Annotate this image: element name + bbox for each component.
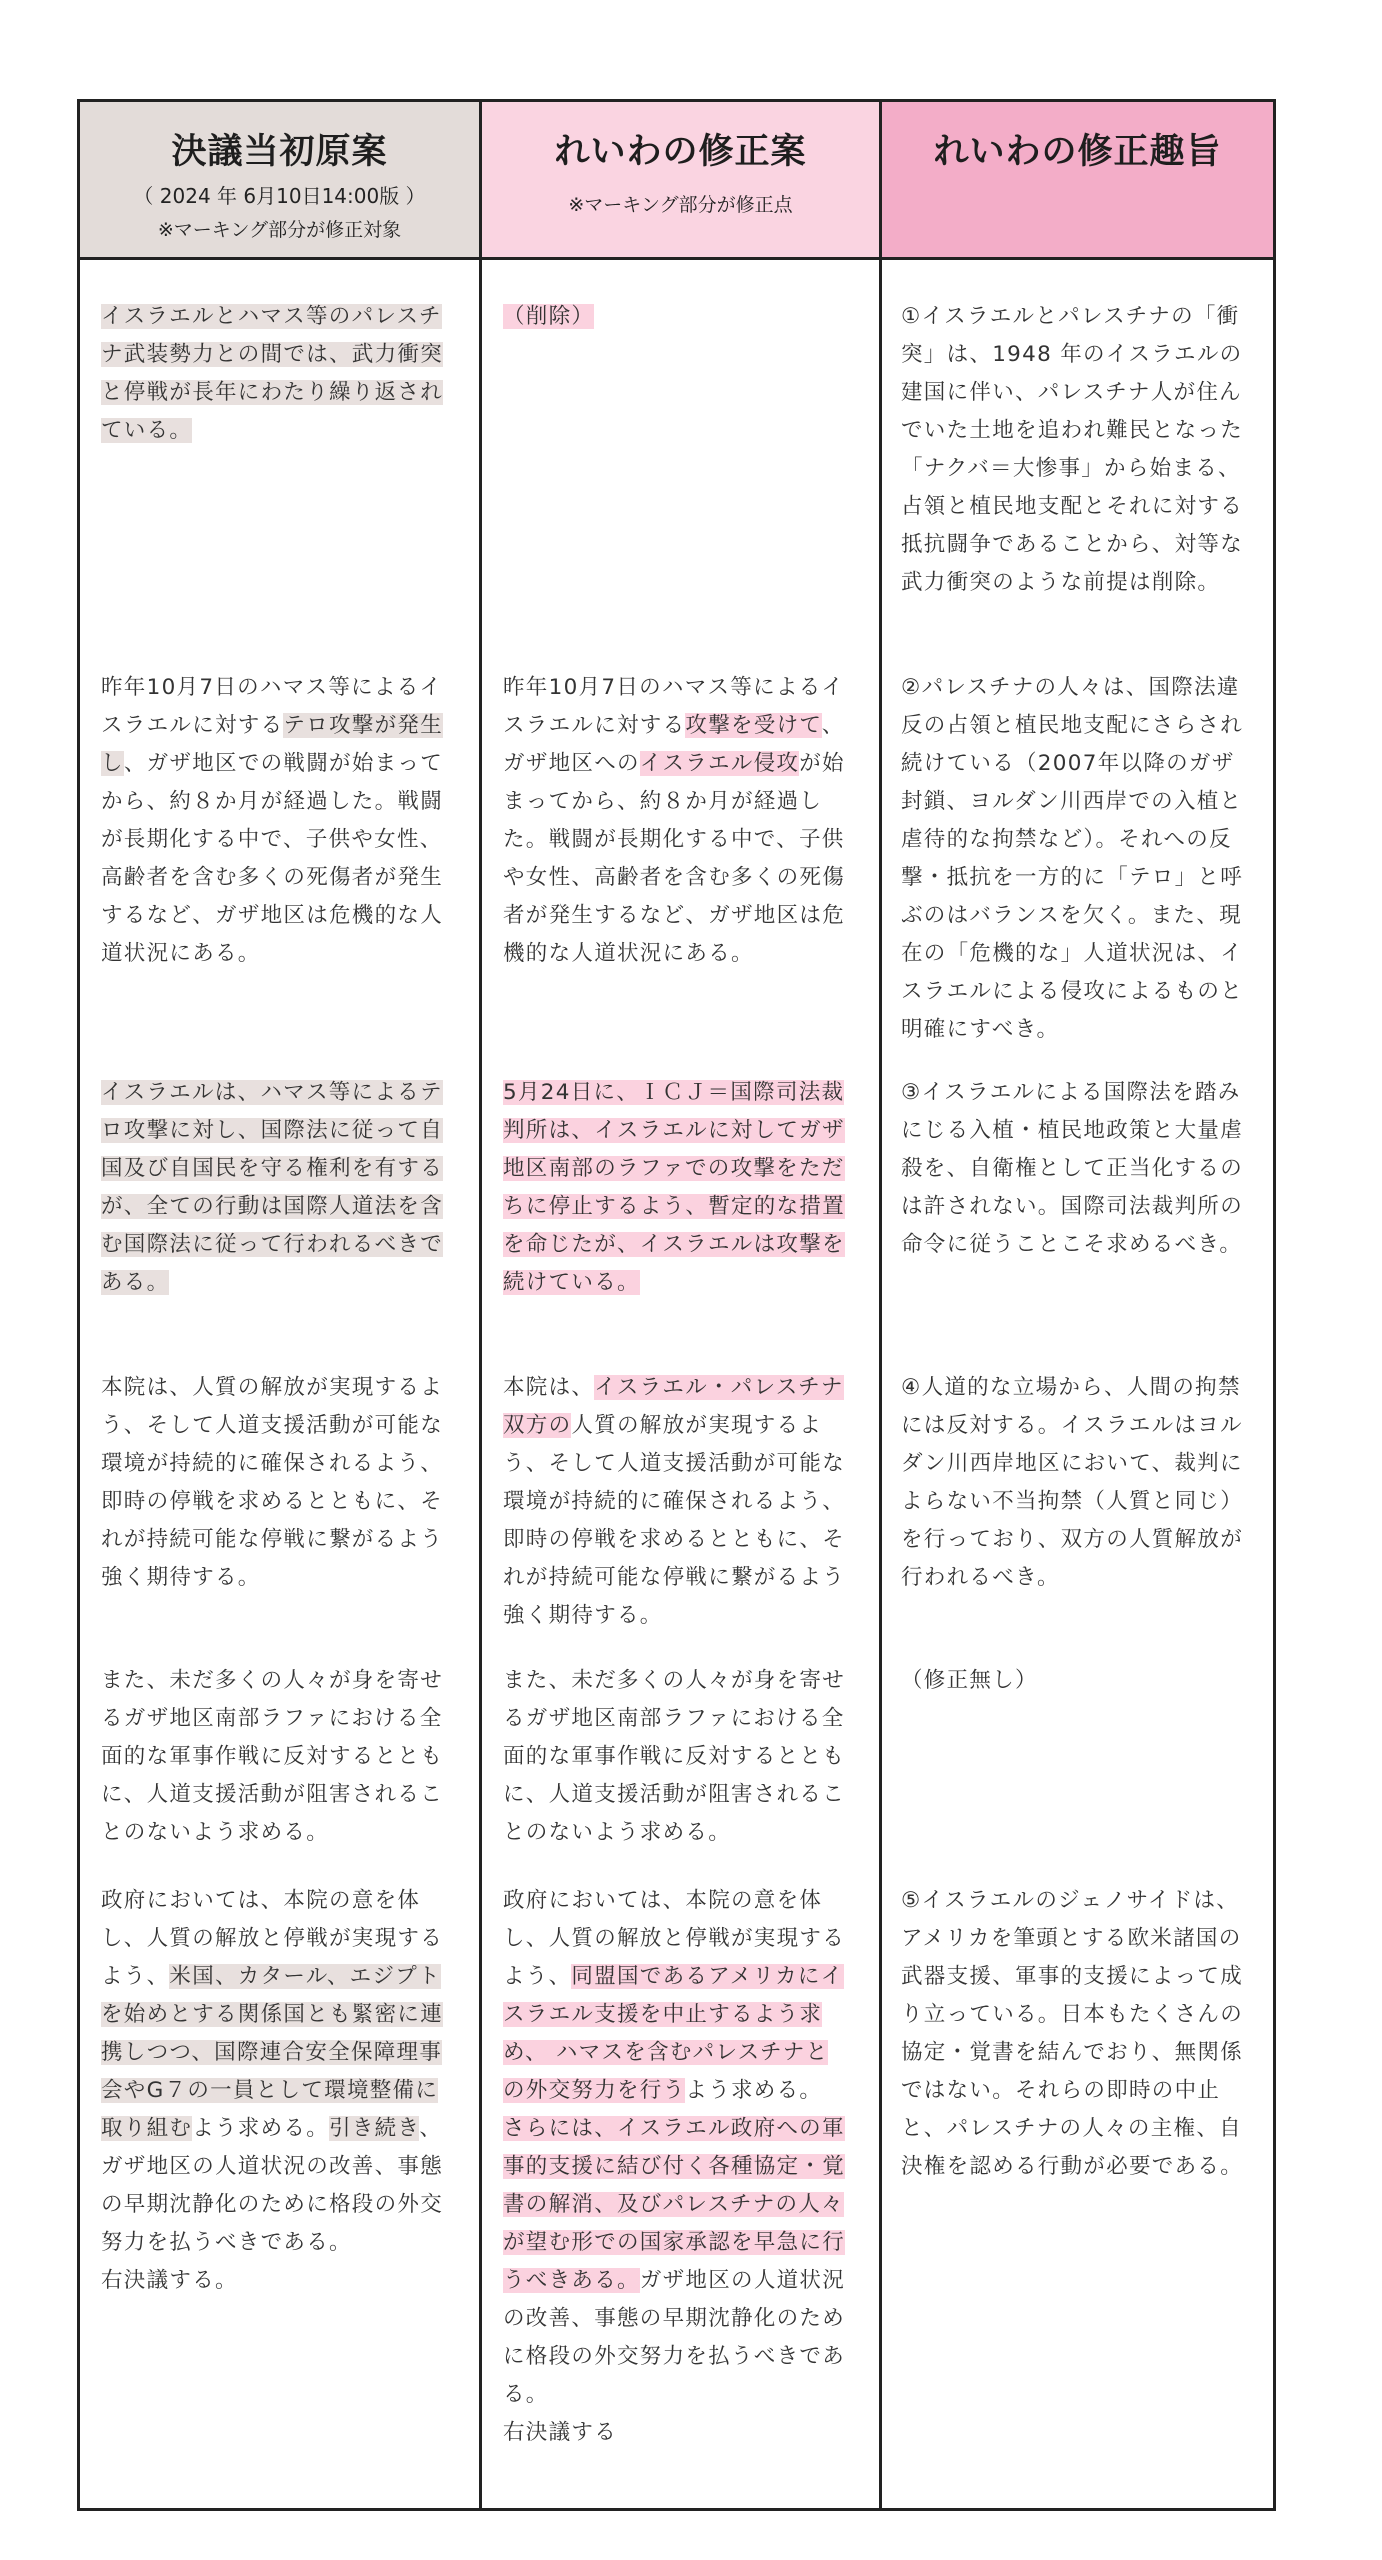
text-segment: 人質の解放が実現するよう、そして人道支援活動が可能な環境が持続的に確保されるよう、即時の停戦を求めるとともに、それが持続可能な停戦に繋がるよう強く期待する。 (503, 1413, 846, 1628)
header-original-note: ※マーキング部分が修正対象 (157, 219, 402, 241)
row6-amendment-text (503, 1882, 851, 2452)
text-segment: また、未だ多くの人々が身を寄せるガザ地区南部ラファにおける全面的な軍事作戦に反対するとともに、人道支援活動が阻害されることのないよう求める。 (101, 1668, 444, 1845)
row6-original-text (101, 1882, 449, 2300)
text-segment: よう求める。 (192, 2116, 330, 2141)
header-reiwa-amendment (482, 102, 879, 260)
row1-original-text (101, 298, 449, 450)
text-segment: ③イスラエルによる国際法を踏みにじる入植・植民地政策と大量虐殺を、自衛権として正当化するのは許されない。国際司法裁判所の命令に従うことこそ求めるべき。 (901, 1080, 1244, 1257)
text-segment: 、ガザ地区の人道状況の改善、事態の早期沈静化のために格段の外交努力を払うべきである。 (101, 2116, 444, 2255)
text-segment: ⑤イスラエルのジェノサイドは、アメリカを筆頭とする欧米諸国の武器支援、軍事的支援によって成り立っている。日本もたくさんの協定・覚書を結んでおり、無関係ではない。それらの即時の中止と、パレスチナの人々の主権、自決権を認める行動が必要である。 (901, 1888, 1244, 2179)
row4-amendment-text (503, 1369, 851, 1635)
text-segment: また、未だ多くの人々が身を寄せるガザ地区南部ラファにおける全面的な軍事作戦に反対するとともに、人道支援活動が阻害されることのないよう求める。 (503, 1668, 846, 1845)
text-segment: が始まってから、約８か月が経過した。戦闘が長期化する中で、子供や女性、高齢者を含む多くの死傷者が発生するなど、ガザ地区は危機的な人道状況にある。 (503, 751, 846, 966)
text-segment: 、ガザ地区での戦闘が始まってから、約８か月が経過した。戦闘が長期化する中で、子供や女性、高齢者を含む多くの死傷者が発生するなど、ガザ地区は危機的な人道状況にある。 (101, 751, 444, 966)
header-amendment-title: れいわの修正案 (554, 132, 807, 172)
row5-purpose-text (901, 1662, 1251, 1700)
row1-amendment-text (503, 298, 851, 336)
row5-amendment-text (503, 1662, 851, 1852)
text-segment: ガザ地区の人道状況の改善、事態の早期沈静化のために格段の外交努力を払うべきである。 (503, 2268, 846, 2407)
marked-text: 攻撃を受けて (685, 713, 822, 738)
column-divider (879, 102, 882, 2508)
header-reiwa-purpose (882, 102, 1273, 260)
row3-purpose-text (901, 1074, 1251, 1264)
text-segment: ②パレスチナの人々は、国際法違反の占領と植民地支配にさらされ続けている（2007年以降のガザ封鎖、ヨルダン川西岸での入植と虐待的な拘禁など）。それへの反撃・抵抗を一方的に「テロ」と呼ぶのはバランスを欠く。また、現在の「危機的な」人道状況は、イスラエルによる侵攻によるものと明確にすべき。 (901, 675, 1244, 1042)
row2-original-text (101, 669, 449, 973)
header-original-draft (80, 102, 479, 260)
text-segment: （修正無し） (901, 1668, 1038, 1693)
row5-original-text (101, 1662, 449, 1852)
text-segment: 右決議する (503, 2420, 618, 2445)
row3-amendment-text (503, 1074, 851, 1302)
text-segment: 、ガザ地区への (503, 713, 845, 776)
text-segment: 昨年10月7日のハマス等によるイスラエルに対する (503, 675, 845, 738)
row3-original-text (101, 1074, 449, 1302)
header-purpose-title: れいわの修正趣旨 (933, 132, 1222, 172)
row2-purpose-text (901, 669, 1251, 1049)
marked-text: さらには、イスラエル政府への軍事的支援に結び付く各種協定・覚書の解消、及びパレスチナの人々が望む形での国家承認を早急に行うべきある。 (503, 2116, 846, 2293)
text-segment: 本院は、人質の解放が実現するよう、そして人道支援活動が可能な環境が持続的に確保されるよう、即時の停戦を求めるとともに、それが持続可能な停戦に繋がるよう強く期待する。 (101, 1375, 444, 1590)
marked-text: テロ攻撃が発生し (101, 713, 444, 776)
text-segment: 昨年10月7日のハマス等によるイスラエルに対する (101, 675, 443, 738)
text-segment: ④人道的な立場から、人間の拘禁には反対する。イスラエルはヨルダン川西岸地区において、裁判によらない不当拘禁（人質と同じ）を行っており、双方の人質解放が行われるべき。 (901, 1375, 1244, 1590)
row4-purpose-text (901, 1369, 1251, 1597)
text-segment: 右決議する。 (101, 2268, 238, 2293)
marked-text: 米国、カタール、エジプトを始めとする関係国とも緊密に連携しつつ、国際連合安全保障理事会やG７の一員として環境整備に取り組む (101, 1964, 444, 2141)
row2-amendment-text (503, 669, 851, 973)
text-segment: よう求める。 (685, 2078, 823, 2103)
marked-text: （削除） (503, 304, 595, 329)
header-amendment-note: ※マーキング部分が修正点 (568, 194, 793, 216)
header-original-title: 決議当初原案 (171, 132, 388, 172)
marked-text: イスラエルとハマス等のパレスチナ武装勢力との間では、武力衝突と停戦が長年にわたり繰り返されている。 (101, 304, 444, 443)
marked-text: イスラエル侵攻 (639, 751, 800, 776)
row4-original-text (101, 1369, 449, 1597)
marked-text: 5月24日に、ＩＣＪ＝国際司法裁判所は、イスラエルに対してガザ地区南部のラファでの攻撃をただちに停止するよう、暫定的な措置を命じたが、イスラエルは攻撃を続けている。 (503, 1080, 846, 1295)
marked-text: イスラエル・パレスチナ双方の (503, 1375, 844, 1438)
row6-purpose-text (901, 1882, 1251, 2186)
header-original-version: （ 2024 年 6月10日14:00版 ） (133, 184, 426, 208)
marked-text: 引き続き (329, 2116, 420, 2141)
marked-text: イスラエルは、ハマス等によるテロ攻撃に対し、国際法に従って自国及び自国民を守る権利を有するが、全ての行動は国際人道法を含む国際法に従って行われるべきである。 (101, 1080, 444, 1295)
text-segment: ①イスラエルとパレスチナの「衝突」は、1948 年のイスラエルの建国に伴い、パレスチナ人が住んでいた土地を追われ難民となった「ナクバ＝大惨事」から始まる、占領と植民地支配とそれに対する抵抗闘争であることから、対等な武力衝突のような前提は削除。 (901, 304, 1244, 595)
text-segment: 本院は、 (503, 1375, 595, 1400)
column-divider (479, 102, 482, 2508)
text-segment: 政府においては、本院の意を体し、人質の解放と停戦が実現するよう、 (503, 1888, 846, 1989)
row1-purpose-text (901, 298, 1251, 602)
marked-text: 同盟国であるアメリカにイスラエル支援を中止するよう求め、 ハマスを含むパレスチナとの外交努力を行う (503, 1964, 844, 2103)
text-segment: 政府においては、本院の意を体し、人質の解放と停戦が実現するよう、 (101, 1888, 444, 1989)
